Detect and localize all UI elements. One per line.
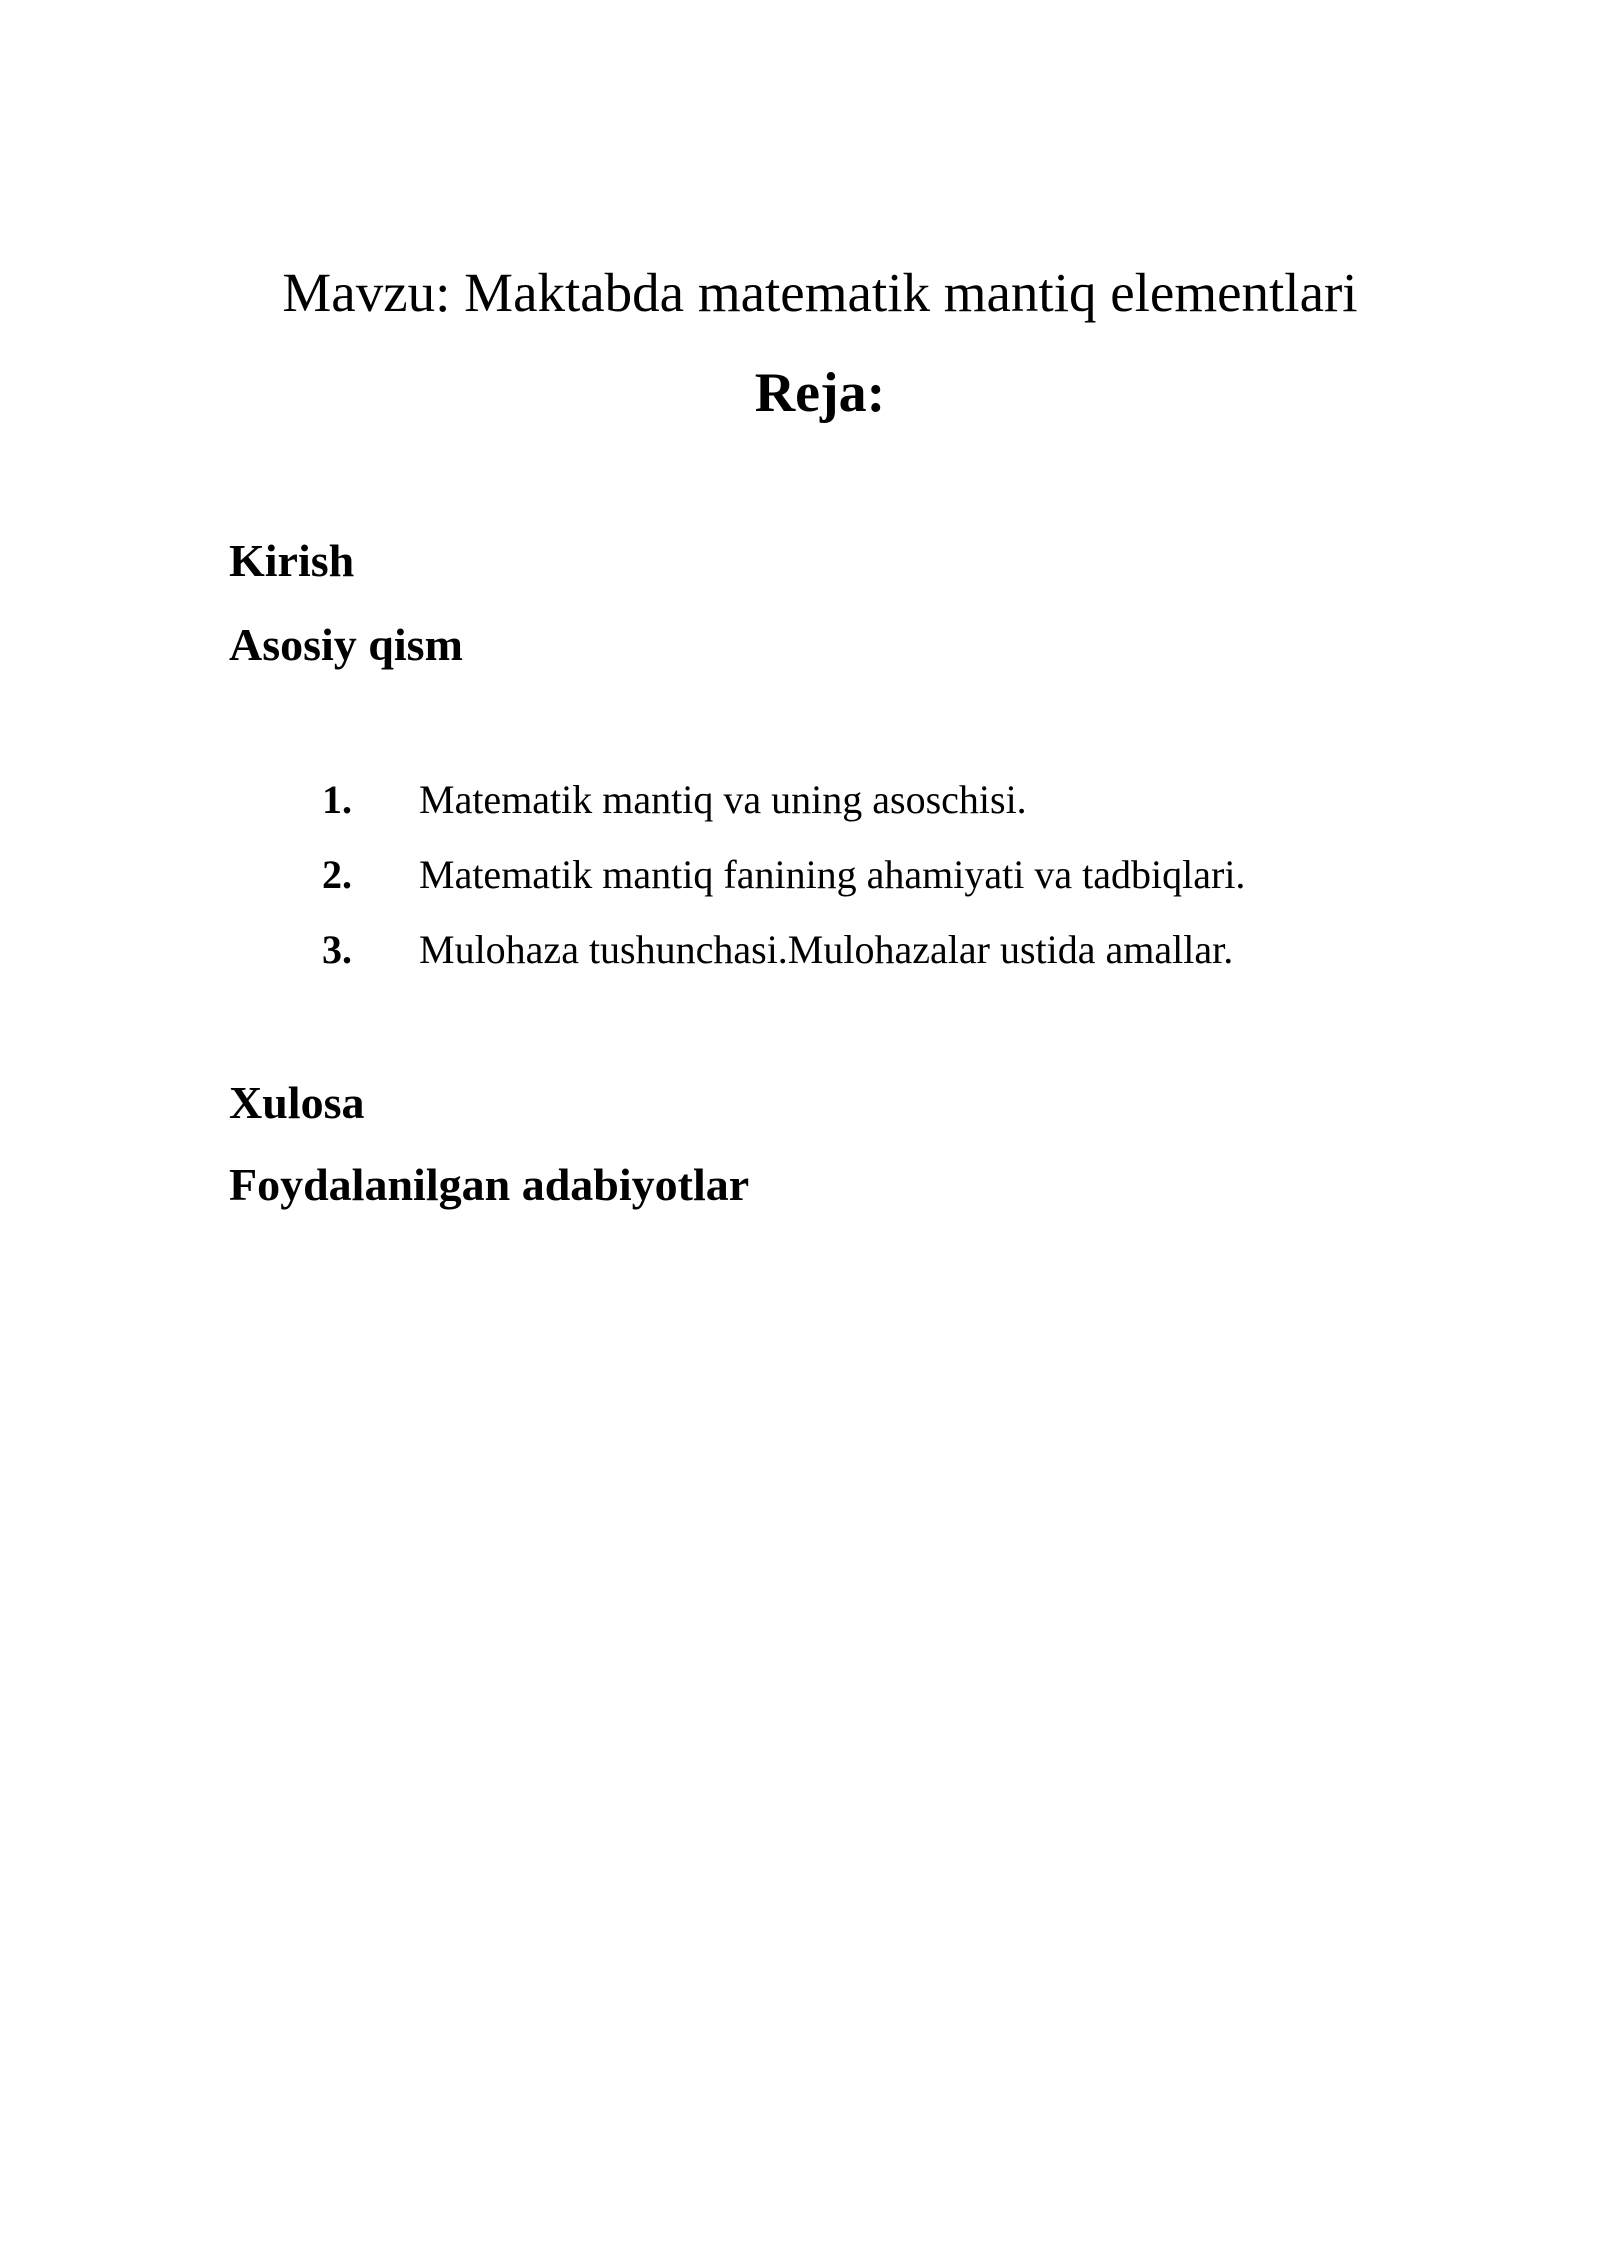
plan-item-text: Mulohaza tushunchasi.Mulohazalar ustida amallar. — [419, 927, 1234, 972]
plan-items-list — [0, 770, 1600, 995]
section-conclusion: Xulosa — [229, 1077, 365, 1128]
plan-item-number: 1. — [322, 777, 352, 822]
plan-item-text: Matematik mantiq va uning asoschisi. — [419, 777, 1027, 822]
plan-item-1 — [0, 770, 1600, 845]
plan-item-number: 3. — [322, 927, 352, 972]
plan-item-text: Matematik mantiq fanining ahamiyati va tadbiqlari. — [419, 852, 1246, 897]
section-main: Asosiy qism — [229, 619, 463, 670]
section-intro: Kirish — [229, 535, 355, 586]
topic-title: Mavzu: Maktabda matematik mantiq elementlari — [282, 262, 1358, 323]
plan-heading: Reja: — [754, 362, 886, 424]
plan-item-number: 2. — [322, 852, 352, 897]
section-references: Foydalanilgan adabiyotlar — [229, 1159, 750, 1210]
plan-item-3 — [0, 920, 1600, 995]
plan-item-2 — [0, 845, 1600, 920]
